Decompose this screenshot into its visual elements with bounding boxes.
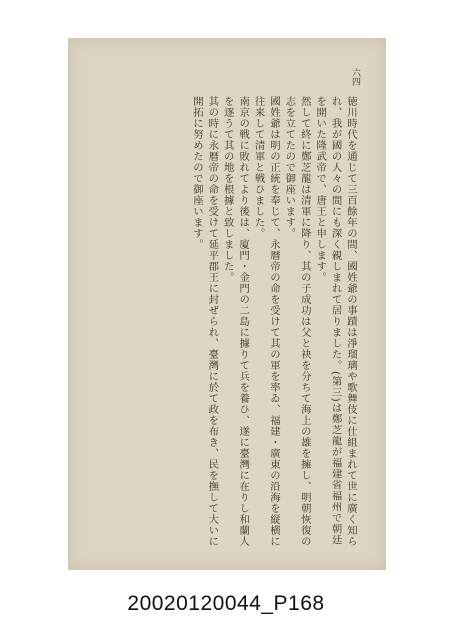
book-page (68, 38, 386, 570)
text-paragraph: 國姓爺は明の正統を奉じて、永暦帝の命を受けて其の軍を率ゐ、福建・廣東の沿海を縦横に往来して清軍と戦ひました。 (252, 96, 280, 547)
text-paragraph: 其の時に永暦帝の命を受けて延平郡王に封ぜられ、臺灣に於て政を布き、民を撫して大いに開拓に努めたので御座います。 (190, 96, 219, 547)
text-paragraph: 南京の戦に敗れてより後は、廈門・金門の二島に據りて兵を養ひ、遂に臺灣に在りし和蘭人を逐うて其の地を根據と致しました。 (221, 96, 250, 547)
text-paragraph: 然して終に鄭芝龍は清軍に降り、其の子成功は父と袂を分ちて海上の雄を擁し、明朝恢復の志を立てたので御座います。 (283, 96, 311, 547)
vertical-text-block (86, 96, 358, 548)
text-paragraph: 徳川時代を通じて三百餘年の間、國姓爺の事蹟は淨瑠璃や歌舞伎に仕組まれて世に廣く知られ、我が國の人々の間にも深く親しまれて居りました。(第三)は鄭芝龍が福建省福州で朝廷を開いた隆武帝で、唐王と申します。 (314, 96, 357, 547)
image-caption: 20020120044_P168 (127, 592, 325, 615)
page-number: 六四 (350, 68, 360, 86)
